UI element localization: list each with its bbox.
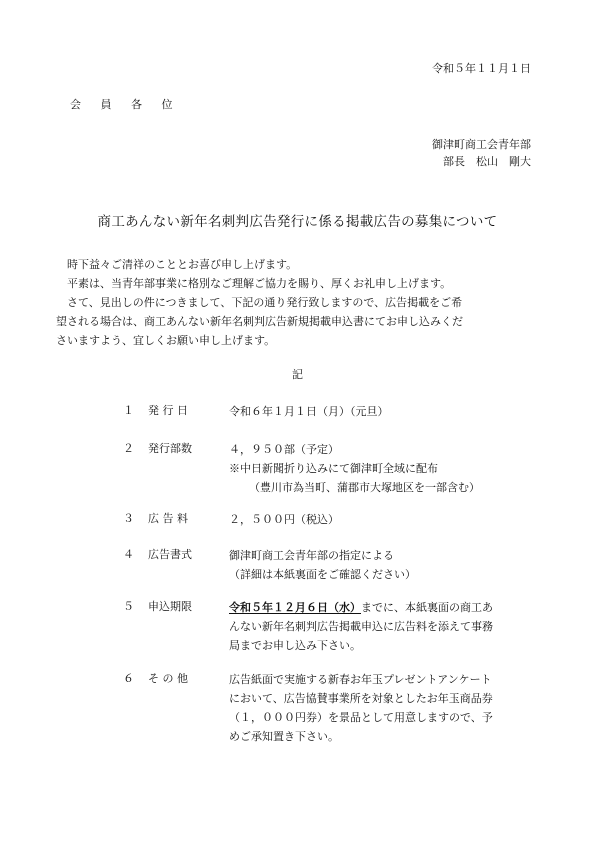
item-value <box>229 402 547 421</box>
item-number: ３ <box>123 512 134 525</box>
item-value <box>229 440 547 497</box>
addressee: 会 員 各 位 <box>70 98 181 111</box>
thanks-paragraph: 平素は、当青年部事業に格別なご理解ご協力を賜り、厚くお礼申し上げます。 <box>67 277 452 290</box>
item-value-line: んない新年名刺判広告掲載申込に広告料を添えて事務 <box>229 620 493 633</box>
item-value-line: （豊川市為当町、蒲郡市大塚地区を一部含む） <box>249 481 480 494</box>
sender-name: 部長 松山 剛大 <box>443 155 531 168</box>
item-value-line: において、広告協賛事業所を対象としたお年玉商品券 <box>229 692 493 705</box>
ki-heading: 記 <box>292 368 303 381</box>
item-label: 発 行 日 <box>148 404 188 417</box>
sender-organization: 御津町商工会青年部 <box>432 138 531 151</box>
item-value-line: （１，０００円券）を景品として用意しますので、予 <box>229 711 493 724</box>
item-number: ４ <box>123 548 134 561</box>
item-value-line <box>229 598 547 617</box>
item-value-line: 広告紙面で実施する新春お年玉プレゼントアンケート <box>229 673 492 686</box>
item-value-line: （詳細は本紙裏面をご確認ください） <box>229 568 416 581</box>
item-value-line: ※中日新聞折り込みにて御津町全域に配布 <box>229 462 438 475</box>
item-value-line: 御津町商工会青年部の指定による <box>229 549 394 562</box>
document-date: 令和５年１１月１日 <box>432 62 531 75</box>
item-value-line: ４，９５０部（予定） <box>229 443 339 456</box>
body-text <box>56 255 542 350</box>
document-title: 商工あんない新年名刺判広告発行に係る掲載広告の募集について <box>97 214 498 230</box>
request-line: さいますよう、宜しくお願い申し上げます。 <box>56 334 276 347</box>
item-value <box>229 670 547 746</box>
deadline-date: 令和５年１２月６日（水） <box>229 601 361 614</box>
greeting-paragraph: 時下益々ご清祥のこととお喜び申し上げます。 <box>67 258 298 271</box>
item-label: 広 告 料 <box>148 512 188 525</box>
item-value <box>229 598 547 655</box>
item-label: 広告書式 <box>148 548 192 561</box>
request-line: 望される場合は、商工あんない新年名刺判広告新規掲載申込書にてお申し込みくだ <box>56 315 463 328</box>
item-value <box>229 546 547 584</box>
item-label: 申込期限 <box>148 600 192 613</box>
item-value-line: 局までお申し込み下さい。 <box>229 639 361 652</box>
item-label: そ の 他 <box>148 672 188 685</box>
item-number: ５ <box>123 600 134 613</box>
item-number: ２ <box>123 442 134 455</box>
item-value-line: ２，５００円（税込） <box>229 513 339 526</box>
item-number: １ <box>123 404 134 417</box>
deadline-rest: までに、本紙裏面の商工あ <box>361 601 493 614</box>
item-number: ６ <box>123 672 134 685</box>
item-value-line: めご承知置き下さい。 <box>229 730 339 743</box>
item-value-line: 令和６年１月１日（月）（元旦） <box>229 405 389 418</box>
item-value <box>229 510 547 529</box>
item-label: 発行部数 <box>148 442 192 455</box>
request-line: さて、見出しの件につきまして、下記の通り発行致しますので、広告掲載をご希 <box>67 296 463 309</box>
